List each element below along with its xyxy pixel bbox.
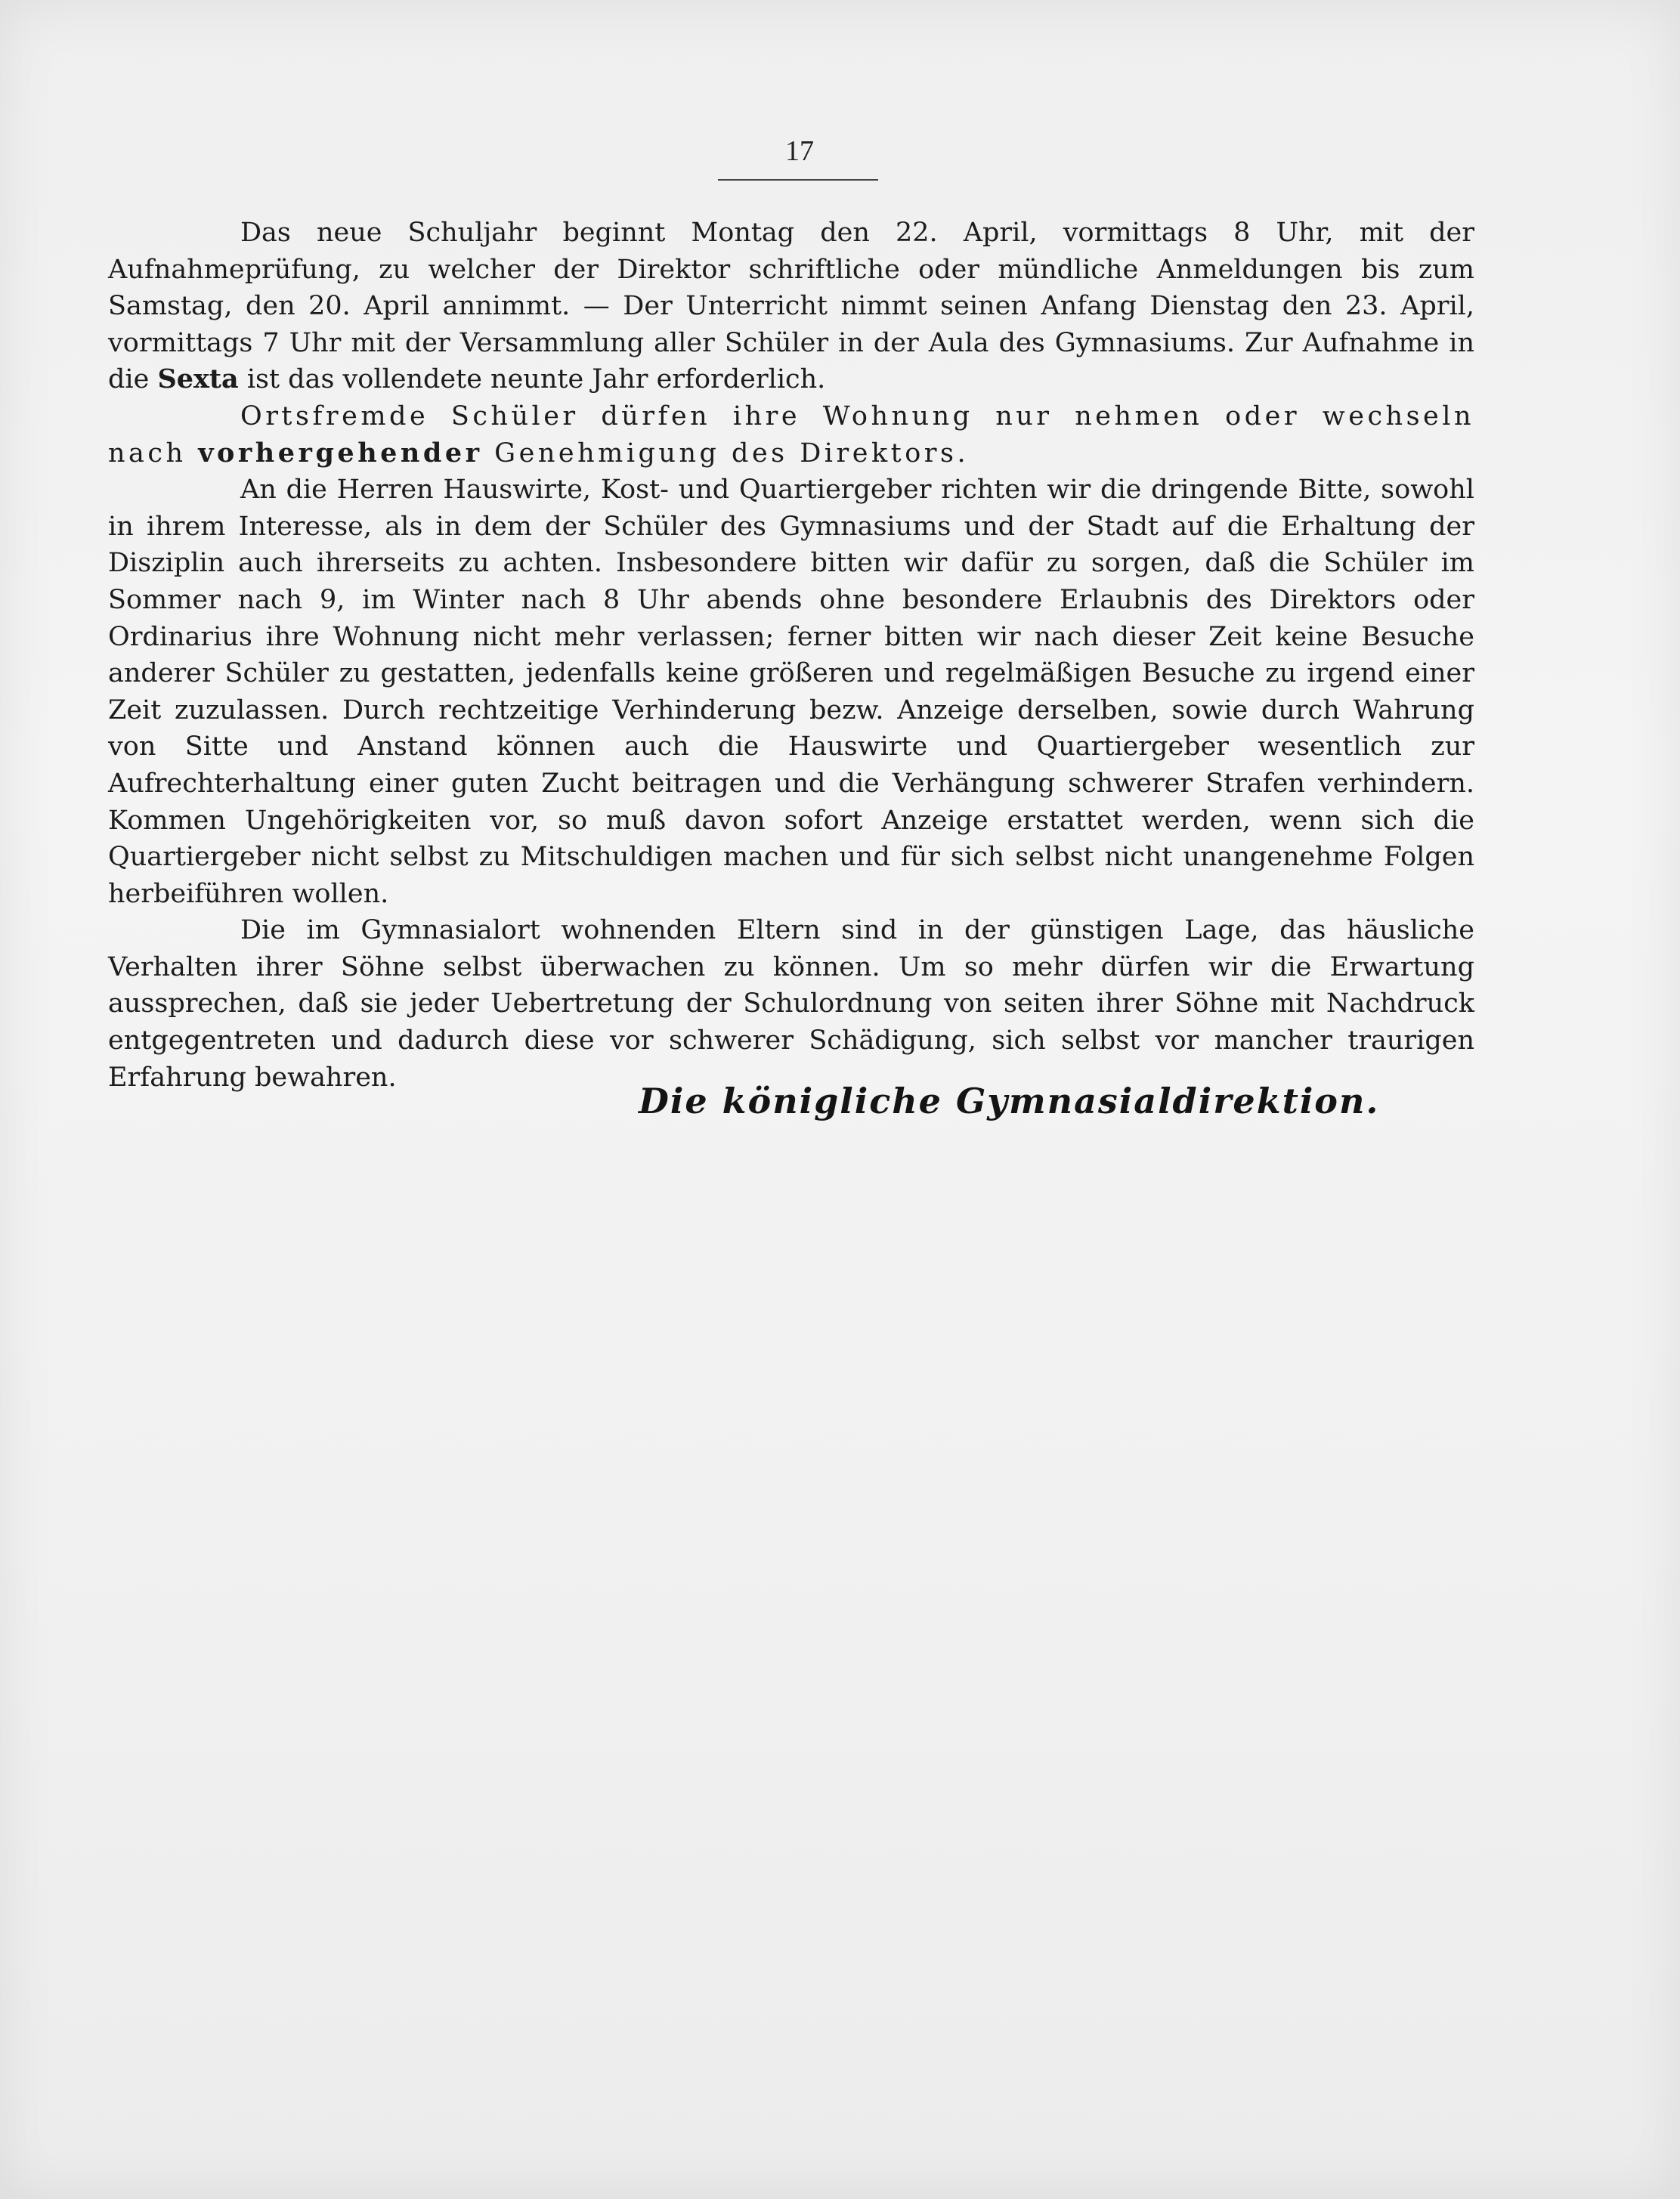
paragraph-nonlocal-students [108,398,1474,472]
paragraph-landlords: An die Herren Hauswirte, Kost- und Quartiergeber richten wir die dringende Bitte, sowohl in ihrem Interesse, als in dem der Schüler des Gymnasiums und der Stadt auf die Erhaltung der Disziplin auch ihrerseits zu achten. Insbesondere bitten wir dafür zu sorgen, daß die Schüler im Sommer nach 9, im Winter nach 8 Uhr abends ohne besondere Erlaubnis des Direktors oder Ordinarius ihre Wohnung nicht mehr verlassen; ferner bitten wir nach dieser Zeit keine Besuche anderer Schüler zu gestatten, jedenfalls keine größeren und regelmäßigen Besuche zu irgend einer Zeit zuzulassen. Durch rechtzeitige Verhinderung bezw. Anzeige derselben, sowie durch Wahrung von Sitte und Anstand können auch die Hauswirte und Quartiergeber wesentlich zur Aufrechterhaltung einer guten Zucht beitragen und die Verhängung schwerer Strafen verhindern. Kommen Ungehörigkeiten vor, so muß davon sofort Anzeige erstattet werden, wenn sich die Quartiergeber nicht selbst zu Mitschuldigen machen und für sich selbst nicht unangenehme Folgen herbeiführen wollen. [108,475,1474,909]
signature: Die königliche Gymnasialdirektion. [639,1081,1380,1121]
paragraph-parents: Die im Gymnasialort wohnenden Eltern sind in der günstigen Lage, das häusliche Verhalten ihrer Söhne selbst überwachen zu können. Um so mehr dürfen wir die Erwartung aussprechen, daß sie jeder Uebertretung der Schulordnung von seiten ihrer Söhne mit Nachdruck entgegentreten und dadurch diese vor schwerer Schädigung, sich selbst vor mancher traurigen Erfahrung bewahren. [108,915,1474,1093]
header-rule [718,179,878,181]
paragraph-school-year [108,215,1474,398]
paragraph-school-year-text-2: ist das vollendete neunte Jahr erforderlich. [238,364,826,395]
paragraph-school-year-sexta: Sexta [157,363,239,395]
paragraph-school-year-text-1: Das neue Schuljahr beginnt Montag den 22. April, vormittags 8 Uhr, mit der Aufnahmeprüfung, zu welcher der Direktor schriftliche oder mündliche Anmeldungen bis zum Samstag, den 20. April annimmt. — Der Unterricht nimmt seinen Anfang Dienstag den 23. April, vormittags 7 Uhr mit der Versammlung aller Schüler in der Aula des Gymnasiums. Zur Aufnahme in die [108,218,1474,395]
body-text [108,215,1474,1096]
page-number: 17 [785,135,814,167]
paragraph-nonlocal-students-emphasis: vorhergehender [198,437,483,469]
paragraph-nonlocal-students-text-2: Genehmigung des Direktors. [482,438,970,469]
paragraph-nonlocal-students-text-1: Ortsfremde Schüler dürfen ihre Wohnung nur nehmen oder wechseln nach [108,401,1474,469]
